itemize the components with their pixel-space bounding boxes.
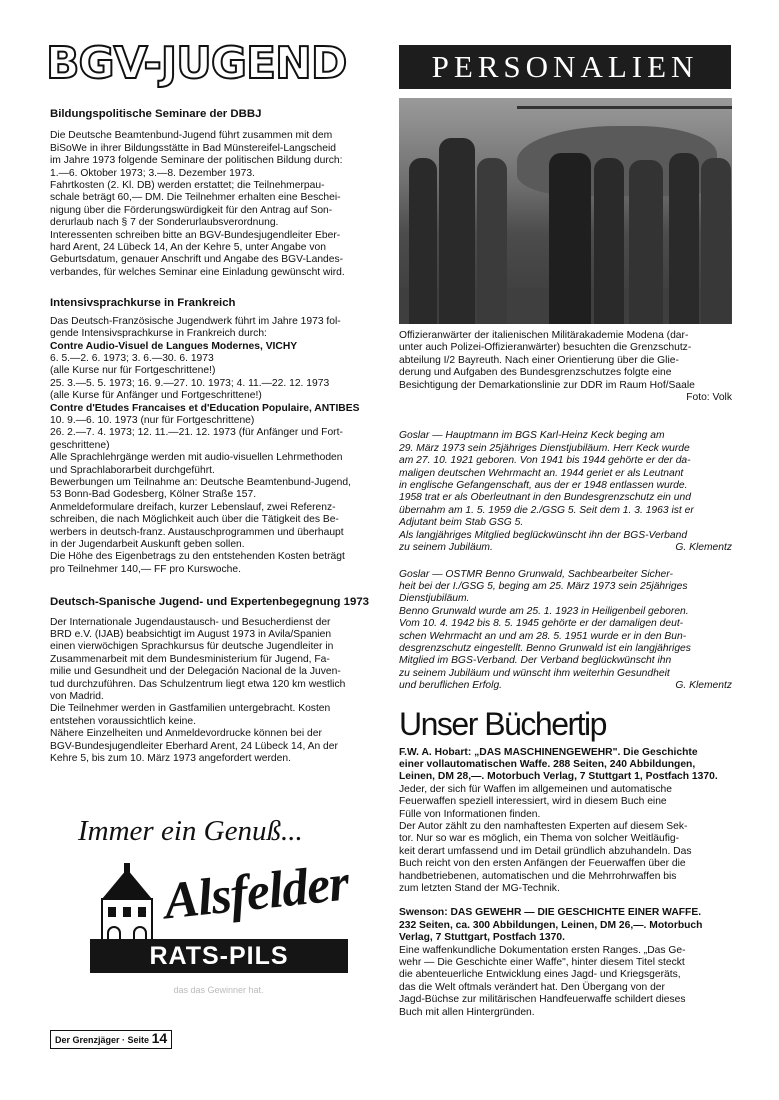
book-2-header — [399, 907, 732, 944]
text-line: (alle Kurse nur für Fortgeschrittene!) — [50, 365, 216, 377]
text-line: Buch mit allen Hintergründen. — [399, 1006, 535, 1018]
text-line: 10. 9.—6. 10. 1973 (nur für Fortgeschrittene) — [50, 414, 255, 426]
text-line: heit bei der I./GSG 5, beging am 25. März 1973 sein 25jähriges — [399, 580, 688, 592]
text-line: schreiben, die nach Möglichkeit auch über die Tätigkeit des Be- — [50, 514, 339, 526]
article-grunwald — [399, 569, 732, 693]
text-line: BGV-Bundesjugendleiter Eberhard Arent, 24 Lübeck 14, An der — [50, 740, 338, 752]
text-line: einen vierwöchigen Sprachkursus für deutsche Jugendleiter in — [50, 641, 334, 653]
text-line: Anmeldeformulare dreifach, kurzer Lebenslauf, zwei Referenz- — [50, 501, 336, 513]
text-line: 1958 trat er als Oberleutnant in den Bundesgrenzschutz ein und — [399, 492, 691, 504]
text-line: Nähere Einzelheiten und Anmeldevordrucke können bei der — [50, 728, 322, 740]
text-line: maligen deutschen Wehrmacht an. 1944 geriet er als Leutnant — [399, 467, 684, 479]
book-2-review — [399, 945, 732, 1019]
text-line: 232 Seiten, ca. 300 Abbildungen, Leinen, DM 26,—. Motorbuch — [399, 919, 703, 931]
text-line: Alle Sprachlehrgänge werden mit audio-visuellen Lehrmethoden — [50, 452, 343, 464]
text-line: Dienstjubiläum. — [399, 593, 470, 605]
text-line: Adjutant beim Stab GSG 5. — [399, 517, 524, 529]
text-line: Geburtsdatum, genauer Anschrift und Angabe des BGV-Landes- — [50, 254, 344, 266]
text-line: verbandes, für welches Seminar eine Einladung gewünscht wird. — [50, 266, 345, 278]
text-line: Zusammenarbeit mit dem Bundesministerium für Jugend, Fa- — [50, 653, 330, 665]
books-heading: Unser Büchertip — [399, 705, 606, 742]
text-line: schen Wehrmacht an und am 28. 5. 1951 wurde er in den Bun- — [399, 630, 687, 642]
left-column — [50, 108, 386, 766]
text-line: und beruflichen Erfolg. — [399, 680, 503, 692]
text-line: (alle Kurse für Anfänger und Fortgeschrittene!) — [50, 390, 262, 402]
article-sprachkurse — [50, 316, 386, 577]
text-line: Fülle von Informationen finden. — [399, 808, 541, 820]
text-line: BiSoWe in ihrer Bildungsstätte in Bad Münstereifel-Langscheid — [50, 142, 336, 154]
heading-seminare: Bildungspolitische Seminare der DBBJ — [50, 108, 262, 120]
text-line: Benno Grunwald wurde am 25. 1. 1923 in Heiligenbeil geboren. — [399, 605, 689, 617]
text-line: 1.—6. Oktober 1973; 3.—8. Dezember 1973. — [50, 167, 255, 179]
text-line: Buch reicht von den ersten Anfängen der Feuerwaffen über die — [399, 858, 686, 870]
text-line: schale beträgt 60,— DM. Die Teilnehmer erhalten eine Beschei- — [50, 192, 341, 204]
text-line: Feuerwaffen speziell interessiert, wird in diesem Buch eine — [399, 796, 667, 808]
text-line: F.W. A. Hobart: „DAS MASCHINENGEWEHR". Die Geschichte — [399, 746, 698, 758]
book-1-review — [399, 784, 732, 896]
text-line: die abenteuerliche Entwicklung eines Jagd- und Kriegsgeräts, — [399, 969, 681, 981]
text-line: Jagd-Büchse zur militärischen Handfeuerwaffe schildert dieses — [399, 994, 686, 1006]
text-line: Als langjähriges Mitglied beglückwünscht ihn der BGS-Verband — [399, 529, 688, 541]
text-line: Die Teilnehmer werden in Gastfamilien untergebracht. Kosten — [50, 703, 331, 715]
text-line: 53 Bonn-Bad Godesberg, Kölner Straße 157. — [50, 489, 257, 501]
text-line: zu seinem Jubiläum und wünscht ihm weiterhin Gesundheit — [399, 667, 670, 679]
text-line: BRD e.V. (IJAB) beabsichtigt im August 1973 in Avila/Spanien — [50, 629, 332, 641]
heading-sprachkurse: Intensivsprachkurse in Frankreich — [50, 297, 236, 310]
text-line: in englische Gefangenschaft, aus der er 1948 entlassen wurde. — [399, 480, 688, 492]
text-line: Das Deutsch-Französische Jugendwerk führt im Jahre 1973 fol- — [50, 315, 341, 327]
text-line: von Madrid. — [50, 691, 104, 703]
text-line: Vom 10. 4. 1942 bis 8. 5. 1945 gehörte er der damaligen deut- — [399, 618, 684, 630]
person-figure — [594, 158, 624, 324]
text-line: Bewerbungen um Teilnahme an: Deutsche Beamtenbund-Jugend, — [50, 476, 351, 488]
photo-caption — [399, 330, 732, 404]
text-line: derung und Aufgaben des Bundesgrenzschutzes folgte eine — [399, 367, 672, 379]
text-line: Contre Audio-Visuel de Langues Modernes, VICHY — [50, 340, 298, 352]
text-line: Leinen, DM 28,—. Motorbuch Verlag, 7 Stuttgart 1, Postfach 1370. — [399, 771, 718, 783]
text-line: und Sprachlaborarbeit durchgeführt. — [50, 464, 215, 476]
text-line: Contre d'Etudes Francaises et d'Education Populaire, ANTIBES — [50, 402, 360, 414]
text-line: nigung über die Förderungswürdigkeit für den Antrag auf Son- — [50, 204, 333, 216]
person-figure — [477, 158, 507, 324]
article-spanische-begegnung — [50, 617, 386, 766]
text-line: desgrenzschutz eingestellt. Benno Grunwald ist ein langjähriges — [399, 642, 691, 654]
person-figure — [629, 160, 663, 324]
text-line: werbers in deutsch-franz. Austauschprogrammen und überhaupt — [50, 526, 344, 538]
text-line: Eine waffenkundliche Dokumentation ersten Ranges. „Das Ge- — [399, 944, 686, 956]
signature-row — [399, 542, 732, 554]
ad-product-banner: RATS-PILS — [90, 939, 348, 973]
person-figure — [669, 153, 699, 324]
book-1-header — [399, 747, 732, 784]
text-line: milie und Gesundheit und der Delegación Nacional de la Juven- — [50, 666, 341, 678]
text-line: 25. 3.—5. 5. 1973; 16. 9.—27. 10. 1973; 4. 11.—22. 12. 1973 — [50, 377, 330, 389]
ad-tagline: das das Gewinner hat. — [173, 985, 264, 995]
page-number: 14 — [151, 1030, 168, 1046]
text-line: pro Teilnehmer 140,— FF pro Kurswoche. — [50, 563, 241, 575]
text-line: Kehre 5, bis zum 10. März 1973 angefordert werden. — [50, 753, 291, 765]
text-line: keit derart umfassend und im Detail gründlich abzuhandeln. Das — [399, 845, 692, 857]
text-line: Die Deutsche Beamtenbund-Jugend führt zusammen mit dem — [50, 130, 333, 142]
text-line: Der Internationale Jugendaustausch- und Besucherdienst der — [50, 616, 331, 628]
signature-row — [399, 680, 732, 692]
text-line: handbetriebenen, automatischen und die Mehrrohrwaffen bis — [399, 870, 677, 882]
page-footer — [50, 1030, 172, 1049]
text-line: tor. Nur so war es möglich, ein Thema von solcher Weitläufig- — [399, 833, 680, 845]
text-line: gende Intensivsprachkurse in Frankreich durch: — [50, 328, 267, 340]
text-line: übernahm am 1. 5. 1959 die 2./GSG 5. Seit dem 1. 3. 1963 ist er — [399, 504, 694, 516]
text-line: Der Autor zählt zu den namhaftesten Experten auf diesem Sek- — [399, 821, 688, 832]
text-line: 29. März 1973 sein 25jähriges Dienstjubiläum. Herr Keck wurde — [399, 442, 690, 454]
text-line: derurlaub nach § 7 der Sonderurlaubsverordnung. — [50, 217, 279, 229]
author-signature: G. Klementz — [675, 542, 732, 554]
text-line: 6. 5.—2. 6. 1973; 3. 6.—30. 6. 1973 — [50, 352, 214, 364]
article-seminare — [50, 130, 386, 279]
text-line: Goslar — Hauptmann im BGS Karl-Heinz Keck beging am — [399, 430, 665, 442]
ad-slogan: Immer ein Genuß... — [78, 815, 303, 847]
rotor-blade — [517, 106, 732, 109]
text-line: unter auch Polizei-Offizieranwärter) besuchten die Grenzschutz- — [399, 342, 692, 354]
text-line: zum letzten Stand der MG-Technik. — [399, 883, 560, 895]
text-line: im Jahre 1973 folgende Seminare der politischen Bildung durch: — [50, 155, 343, 167]
section-title-personalien: PERSONALIEN — [399, 45, 731, 89]
text-line: Swenson: DAS GEWEHR — DIE GESCHICHTE EINER WAFFE. — [399, 907, 702, 919]
footer-label: Der Grenzjäger · Seite — [55, 1035, 150, 1045]
text-line: 26. 2.—7. 4. 1973; 12. 11.—21. 12. 1973 (für Anfänger und Fort- — [50, 427, 343, 439]
text-line: Fahrtkosten (2. Kl. DB) werden erstattet; die Teilnehmerpau- — [50, 180, 325, 192]
text-line: Besichtigung der Demarkationslinie zur DDR im Raum Hof/Saale — [399, 379, 695, 391]
text-line: entstehen voraussichtlich keine. — [50, 715, 196, 727]
text-line: hard Arent, 24 Lübeck 14, An der Kehre 5, unter Angabe von — [50, 242, 326, 254]
text-line: abteilung I/2 Bayreuth. Nach einer Orientierung über die Glie- — [399, 354, 679, 366]
text-line: Offizieranwärter der italienischen Militärakademie Modena (dar- — [399, 330, 689, 341]
heading-spanische-begegnung: Deutsch-Spanische Jugend- und Expertenbegegnung 1973 — [50, 596, 369, 609]
text-line: tud durchzuführen. Das Schulzentrum liegt etwa 120 km westlich — [50, 678, 346, 690]
text-line: Die Höhe des Eigenbetrags zu den entstehenden Kosten beträgt — [50, 551, 345, 563]
person-figure — [549, 153, 591, 324]
text-line: Verlag, 7 Stuttgart, Postfach 1370. — [399, 932, 565, 944]
text-line: Goslar — OSTMR Benno Grunwald, Sachbearbeiter Sicher- — [399, 568, 673, 580]
text-line: wehr — Die Geschichte einer Waffe", hinter diesem Titel steckt — [399, 957, 685, 969]
beer-advertisement — [56, 795, 381, 1010]
text-line: am 27. 10. 1921 geboren. Von 1941 bis 1944 gehörte er der da- — [399, 455, 691, 467]
text-line: zu seinem Jubiläum. — [399, 542, 493, 554]
text-line: Jeder, der sich für Waffen im allgemeinen und automatische — [399, 783, 673, 795]
text-line: einer vollautomatischen Waffe. 288 Seiten, 240 Abbildungen, — [399, 758, 696, 770]
right-column — [399, 330, 732, 1019]
photo-credit: Foto: Volk — [686, 392, 732, 404]
text-line: in der Jugendarbeit Auskunft geben sollen. — [50, 539, 245, 550]
text-line: das die Welt oftmals verändert hat. Den Übergang von der — [399, 981, 665, 993]
text-line: Mitglied im BGS-Verband. Der Verband beglückwünscht ihn — [399, 655, 672, 667]
ad-brand: Alsfelder — [161, 854, 351, 931]
person-figure — [409, 158, 437, 324]
section-title-bgv-jugend: BGV-JUGEND — [46, 38, 347, 89]
text-line: geschrittene) — [50, 439, 110, 451]
person-figure — [439, 138, 475, 324]
article-keck — [399, 430, 732, 554]
person-figure — [701, 158, 731, 324]
news-photo-helicopter — [399, 98, 732, 324]
author-signature: G. Klementz — [675, 680, 732, 692]
text-line: Interessenten schreiben bitte an BGV-Bundesjugendleiter Eber- — [50, 229, 341, 241]
